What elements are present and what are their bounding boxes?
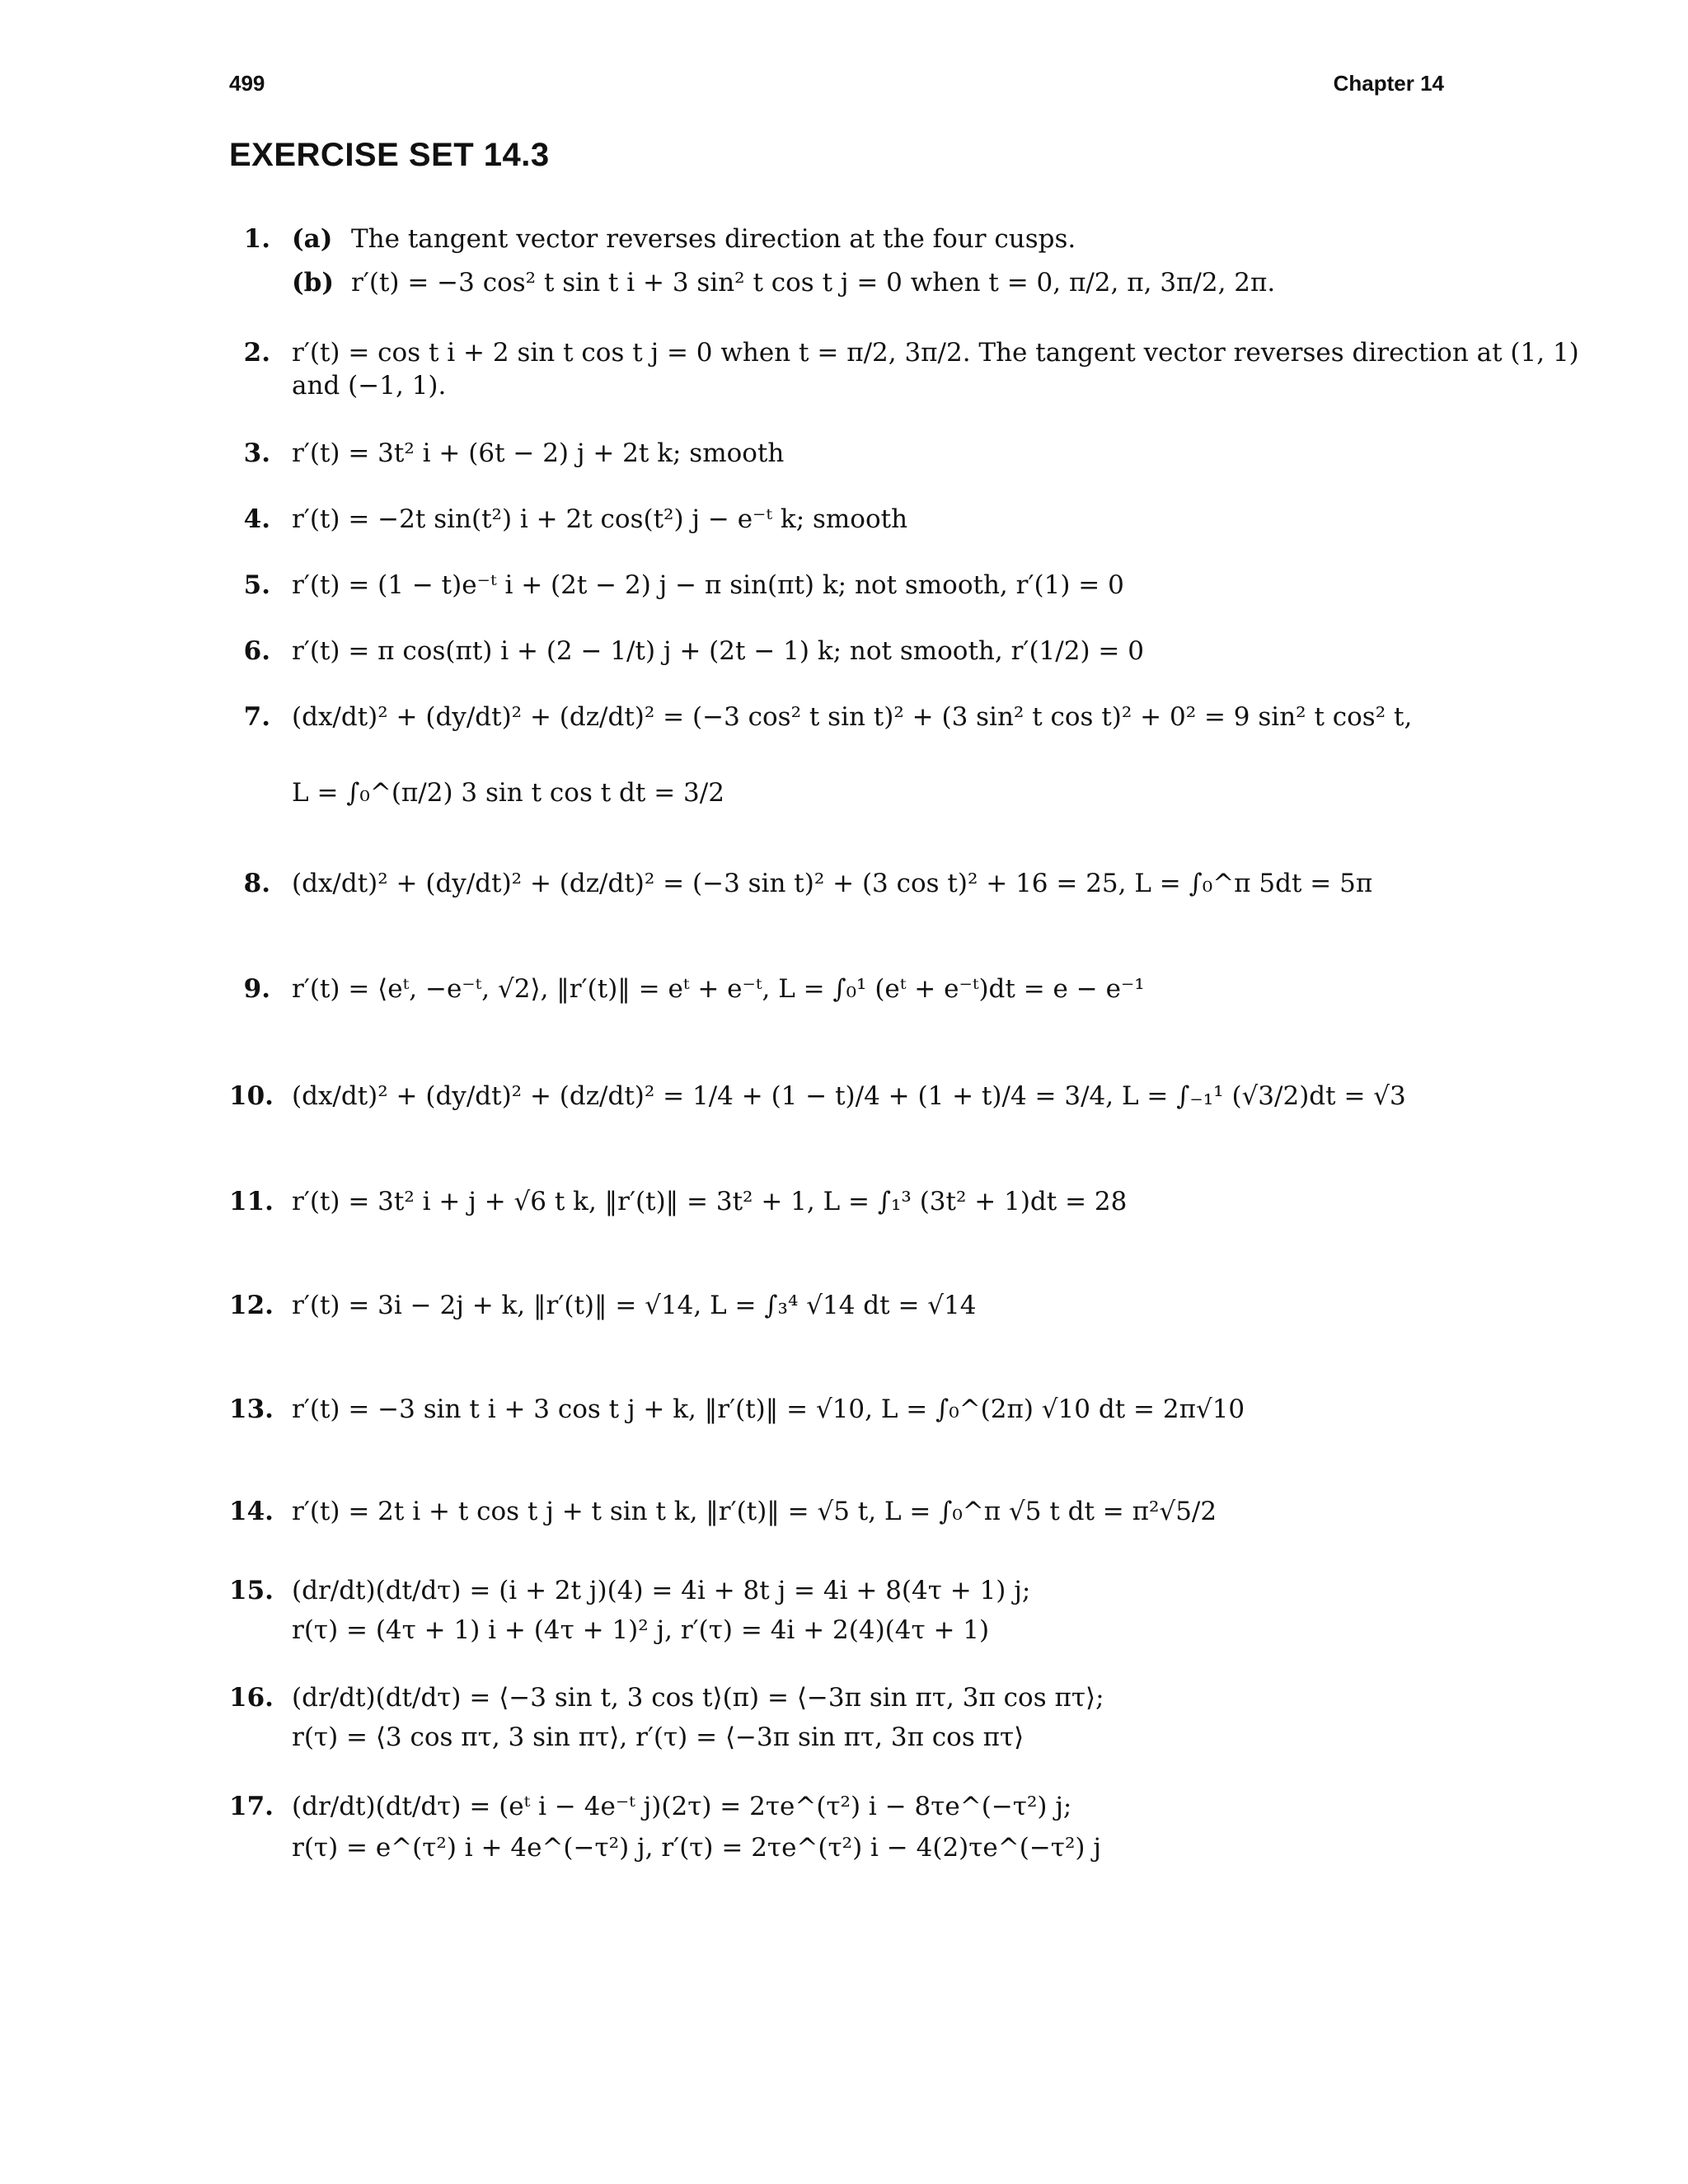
exercise-line: The tangent vector reverses direction at the four cusps.: [351, 224, 1076, 254]
exercise-line: r′(t) = −3 cos² t sin t i + 3 sin² t cos t j = 0 when t = 0, π/2, π, 3π/2, 2π.: [351, 268, 1276, 298]
exercise-number: 6.: [243, 636, 270, 666]
exercise-number: 12.: [229, 1291, 274, 1320]
exercise-line: (dr/dt)(dt/dτ) = ⟨−3 sin t, 3 cos t⟩(π) = ⟨−3π sin πτ, 3π cos πτ⟩;: [292, 1683, 1104, 1713]
exercise-number: 5.: [243, 570, 270, 600]
page-number: 499: [229, 71, 265, 96]
exercise-number: 4.: [243, 504, 270, 534]
exercise-line: (dr/dt)(dt/dτ) = (i + 2t j)(4) = 4i + 8t j = 4i + 8(4τ + 1) j;: [292, 1576, 1031, 1605]
chapter-label: Chapter 14: [1333, 71, 1444, 96]
exercise-number: 1.: [243, 224, 270, 254]
exercise-number: 3.: [243, 438, 270, 468]
exercise-line: r(τ) = e^(τ²) i + 4e^(−τ²) j, r′(τ) = 2τe^(τ²) i − 4(2)τe^(−τ²) j: [292, 1833, 1101, 1863]
exercise-number: 7.: [243, 702, 270, 732]
page-title: EXERCISE SET 14.3: [229, 137, 550, 173]
exercise-line: r(τ) = (4τ + 1) i + (4τ + 1)² j, r′(τ) = 4i + 2(4)(4τ + 1): [292, 1615, 990, 1645]
exercise-line: r(τ) = ⟨3 cos πτ, 3 sin πτ⟩, r′(τ) = ⟨−3π sin πτ, 3π cos πτ⟩: [292, 1722, 1025, 1752]
exercise-number: 8.: [243, 869, 270, 898]
exercise-line: r′(t) = −2t sin(t²) i + 2t cos(t²) j − e⁻ᵗ k; smooth: [292, 504, 908, 534]
part-label: (a): [292, 224, 333, 254]
exercise-line: (dx/dt)² + (dy/dt)² + (dz/dt)² = (−3 sin t)² + (3 cos t)² + 16 = 25, L = ∫₀^π 5dt = 5π: [292, 869, 1373, 898]
exercise-line: r′(t) = 3t² i + (6t − 2) j + 2t k; smooth: [292, 438, 785, 468]
exercise-number: 2.: [243, 338, 270, 368]
part-label: (b): [292, 268, 335, 298]
exercise-line: r′(t) = 3i − 2j + k, ‖r′(t)‖ = √14, L = ∫₃⁴ √14 dt = √14: [292, 1291, 977, 1320]
exercise-line: r′(t) = 2t i + t cos t j + t sin t k, ‖r′(t)‖ = √5 t, L = ∫₀^π √5 t dt = π²√5/2: [292, 1497, 1217, 1526]
exercise-number: 13.: [229, 1394, 274, 1424]
exercise-line: r′(t) = cos t i + 2 sin t cos t j = 0 when t = π/2, 3π/2. The tangent vector reverses direction at (1, 1): [292, 338, 1579, 368]
exercise-number: 9.: [243, 974, 270, 1004]
exercise-number: 11.: [229, 1187, 274, 1216]
exercise-line: (dx/dt)² + (dy/dt)² + (dz/dt)² = 1/4 + (1 − t)/4 + (1 + t)/4 = 3/4, L = ∫₋₁¹ (√3/2)dt = √3: [292, 1081, 1406, 1111]
exercise-line: L = ∫₀^(π/2) 3 sin t cos t dt = 3/2: [292, 778, 724, 808]
exercise-line: r′(t) = π cos(πt) i + (2 − 1/t) j + (2t − 1) k; not smooth, r′(1/2) = 0: [292, 636, 1144, 666]
exercise-number: 15.: [229, 1576, 274, 1605]
exercise-number: 17.: [229, 1792, 274, 1821]
exercise-line: r′(t) = ⟨eᵗ, −e⁻ᵗ, √2⟩, ‖r′(t)‖ = eᵗ + e⁻ᵗ, L = ∫₀¹ (eᵗ + e⁻ᵗ)dt = e − e⁻¹: [292, 974, 1145, 1004]
exercise-line: r′(t) = 3t² i + j + √6 t k, ‖r′(t)‖ = 3t² + 1, L = ∫₁³ (3t² + 1)dt = 28: [292, 1187, 1128, 1216]
exercise-line: r′(t) = −3 sin t i + 3 cos t j + k, ‖r′(t)‖ = √10, L = ∫₀^(2π) √10 dt = 2π√10: [292, 1394, 1245, 1424]
exercise-line: (dx/dt)² + (dy/dt)² + (dz/dt)² = (−3 cos² t sin t)² + (3 sin² t cos t)² + 0² = 9 sin² t cos² t,: [292, 702, 1413, 732]
exercise-number: 16.: [229, 1683, 274, 1713]
exercise-line: (dr/dt)(dt/dτ) = (eᵗ i − 4e⁻ᵗ j)(2τ) = 2τe^(τ²) i − 8τe^(−τ²) j;: [292, 1792, 1072, 1821]
exercise-line: and (−1, 1).: [292, 371, 447, 401]
exercise-line: r′(t) = (1 − t)e⁻ᵗ i + (2t − 2) j − π sin(πt) k; not smooth, r′(1) = 0: [292, 570, 1124, 600]
exercise-number: 10.: [229, 1081, 274, 1111]
exercise-number: 14.: [229, 1497, 274, 1526]
